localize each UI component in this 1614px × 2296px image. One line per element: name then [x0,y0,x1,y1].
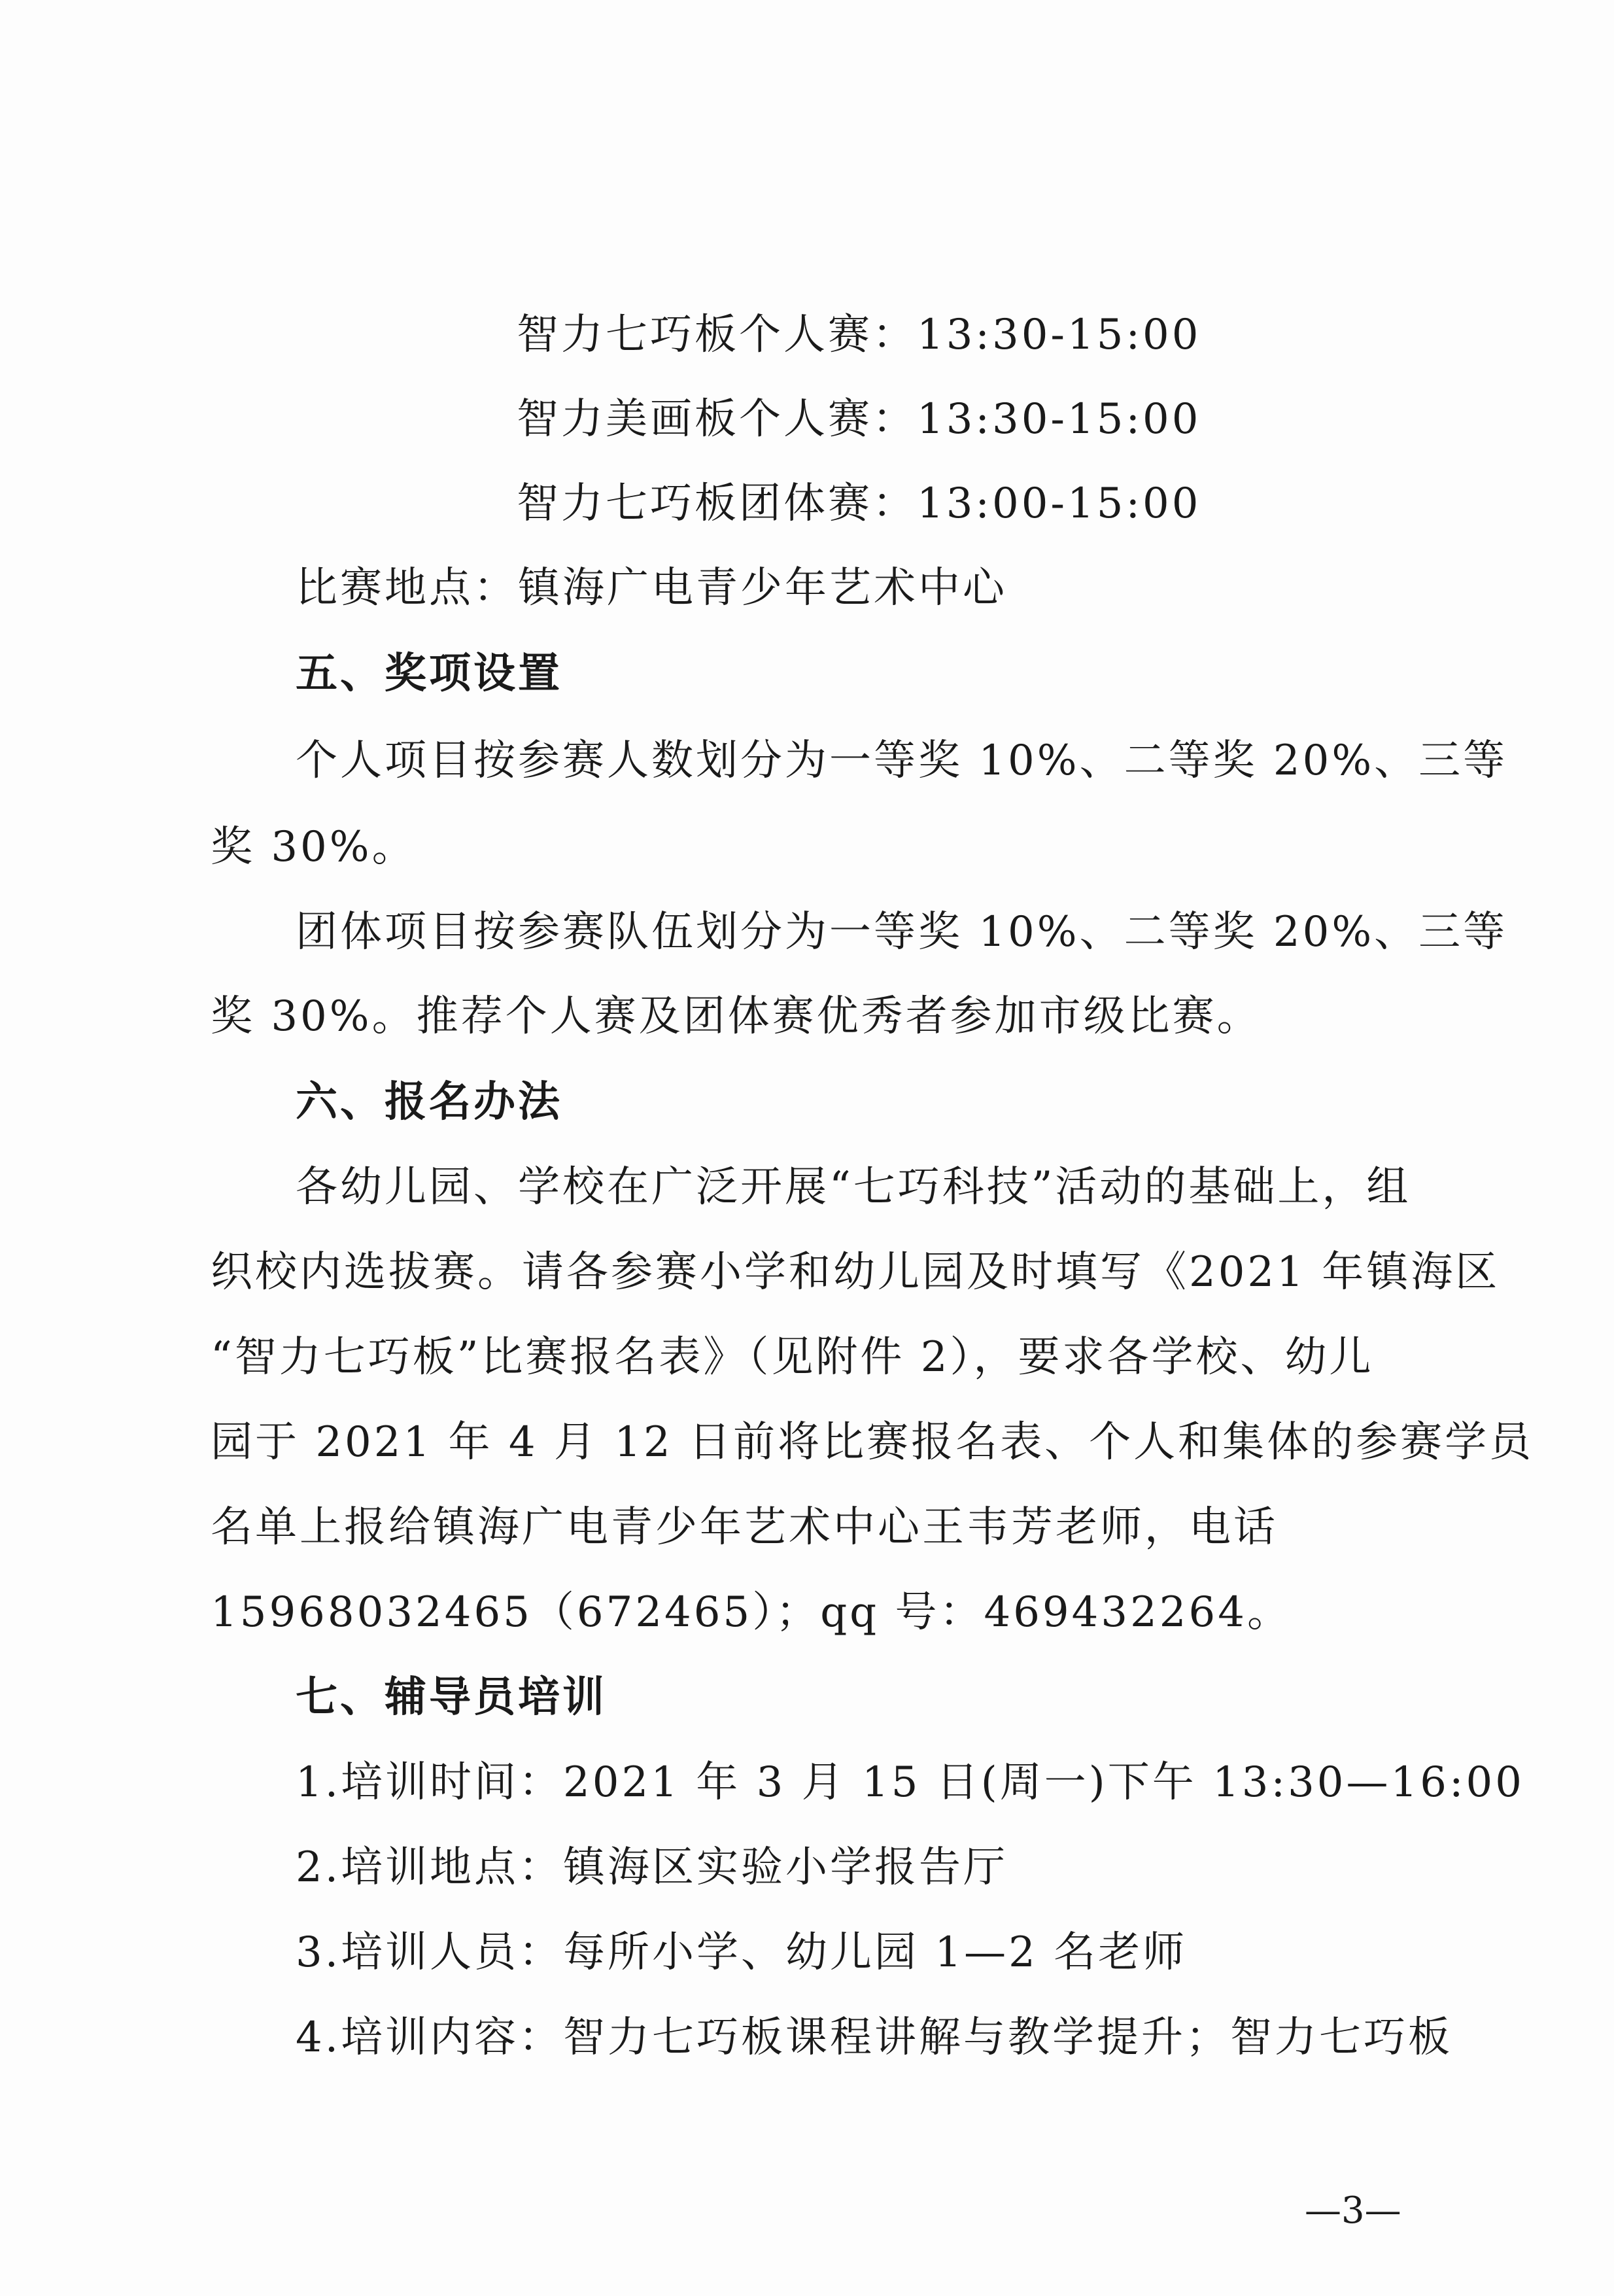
section5-p1-line2: 奖 30%。 [211,823,417,871]
section7-item-1: 1.培训时间：2021 年 3 月 15 日(周一)下午 13:30—16:00 [296,1758,1524,1807]
section6-line-6: 15968032465（672465）；qq 号：469432264。 [211,1588,1292,1637]
section5-heading: 五、奖项设置 [296,650,562,698]
section6-line-1: 各幼儿园、学校在广泛开展“七巧科技”活动的基础上，组 [296,1163,1411,1211]
section7-item-2: 2.培训地点：镇海区实验小学报告厅 [296,1843,1008,1892]
section7-item-4: 4.培训内容：智力七巧板课程讲解与教学提升；智力七巧板 [296,2013,1453,2062]
schedule-line-2: 智力美画板个人赛：13:30-15:00 [517,395,1201,444]
schedule-line-3: 智力七巧板团体赛：13:00-15:00 [517,479,1201,528]
section5-p2-line2: 奖 30%。推荐个人赛及团体赛优秀者参加市级比赛。 [211,992,1262,1041]
section6-heading: 六、报名办法 [296,1078,562,1126]
section6-line-3: “智力七巧板”比赛报名表》（见附件 2），要求各学校、幼儿 [211,1333,1374,1382]
venue-line: 比赛地点：镇海广电青少年艺术中心 [296,564,1007,612]
section5-p1-line1: 个人项目按参赛人数划分为一等奖 10%、二等奖 20%、三等 [296,737,1508,785]
section6-line-4: 园于 2021 年 4 月 12 日前将比赛报名表、个人和集体的参赛学员 [211,1418,1534,1467]
page-number: —3— [1305,2189,1401,2232]
section7-item-3: 3.培训人员：每所小学、幼儿园 1—2 名老师 [296,1928,1188,1977]
section6-line-2: 织校内选拔赛。请各参赛小学和幼儿园及时填写《2021 年镇海区 [211,1248,1500,1296]
section6-line-5: 名单上报给镇海广电青少年艺术中心王韦芳老师，电话 [211,1503,1278,1552]
section7-heading: 七、辅导员培训 [296,1673,607,1722]
section5-p2-line1: 团体项目按参赛队伍划分为一等奖 10%、二等奖 20%、三等 [296,908,1508,956]
schedule-line-1: 智力七巧板个人赛：13:30-15:00 [517,311,1201,359]
